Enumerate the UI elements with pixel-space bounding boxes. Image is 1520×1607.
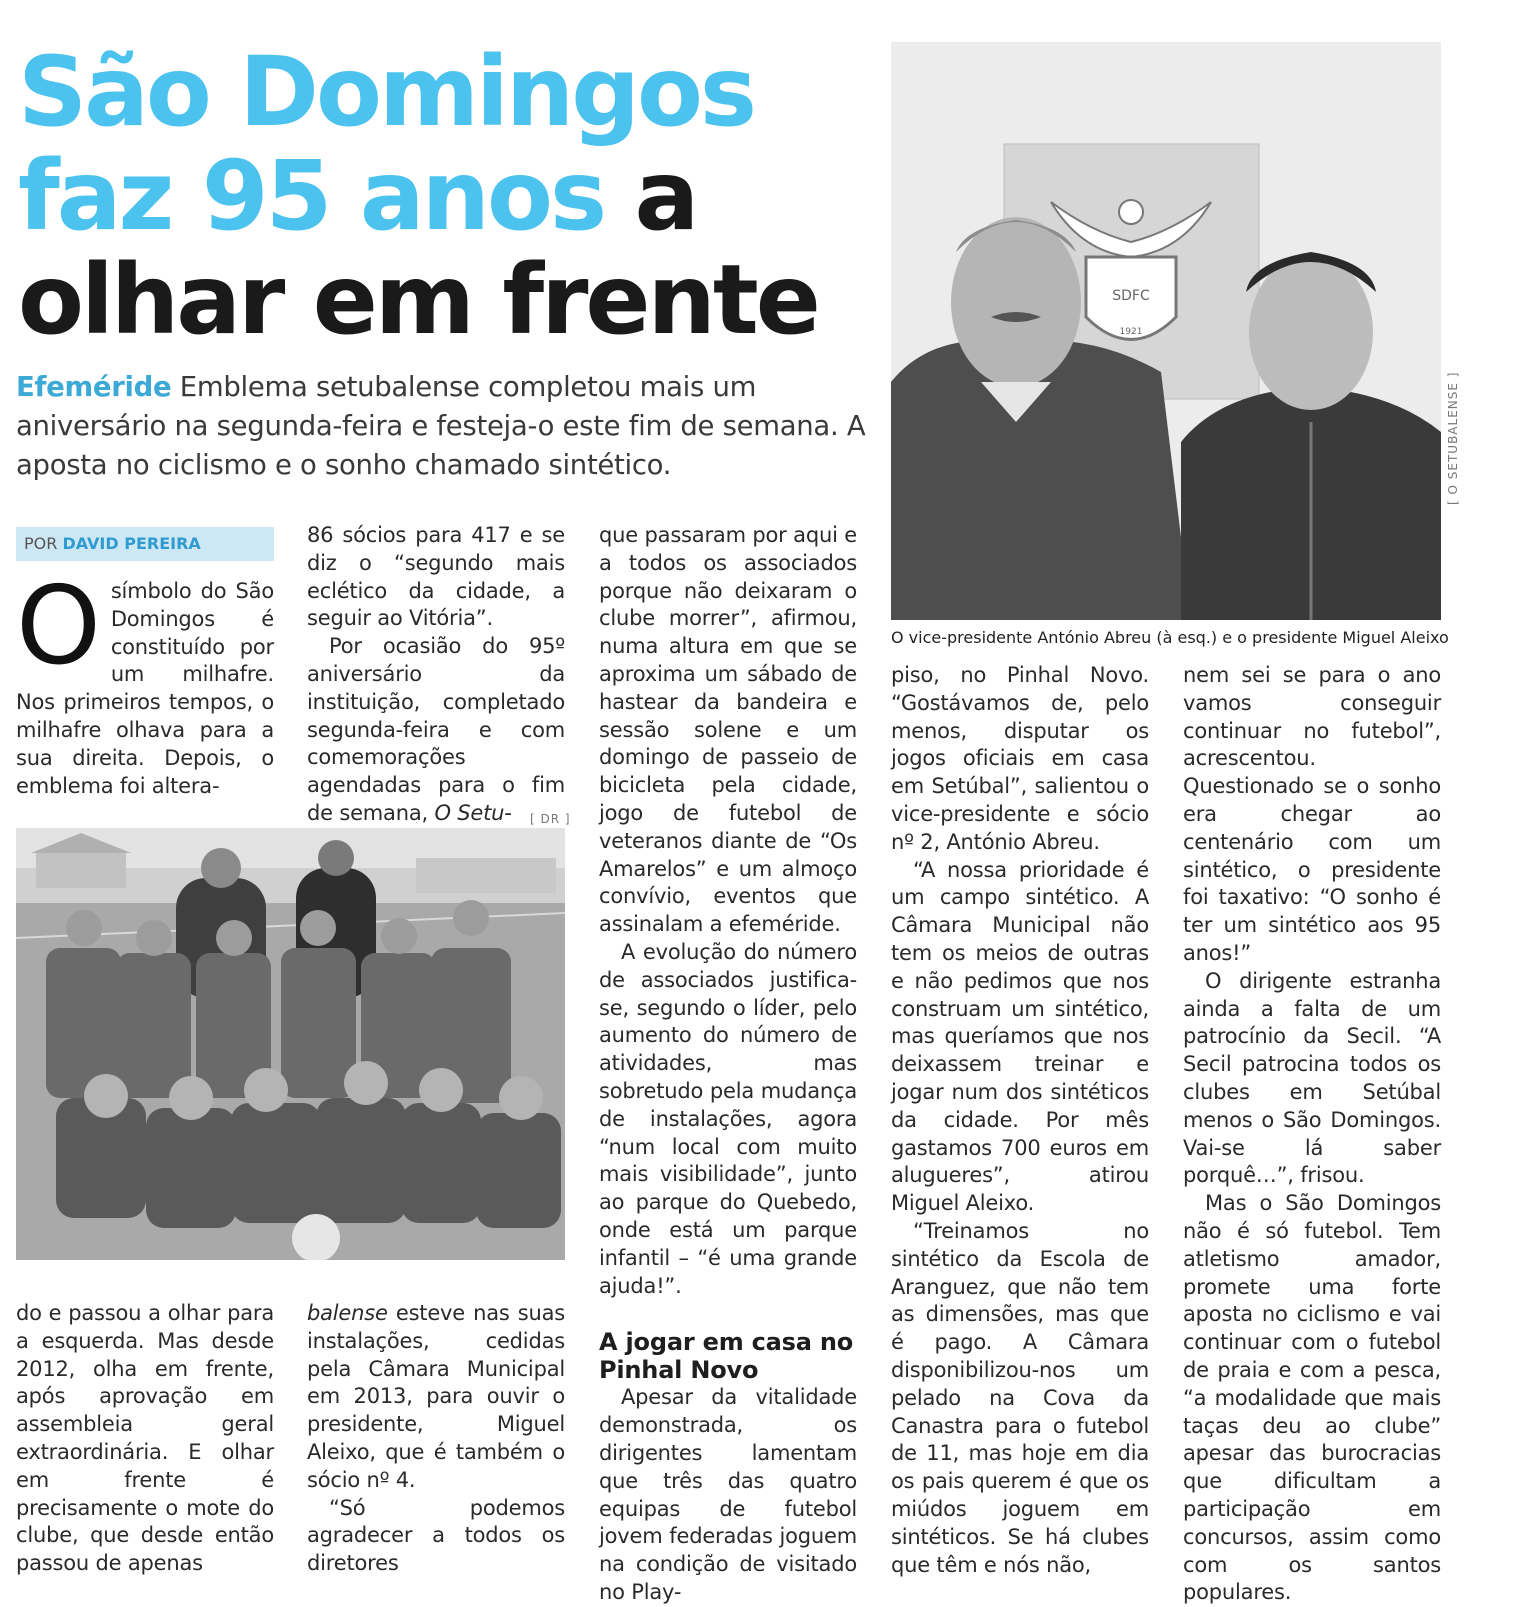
column-4 [891,662,1149,1579]
main-photo-credit: [ O SETUBALENSE ] [1446,371,1460,505]
main-photo [891,42,1441,620]
col2-bottom-italic: balense [307,1301,388,1325]
column-1-top [16,564,274,800]
col3-p1: que passaram por aqui e a todos os associados porque não deixaram o clube morrer”, afirmou, numa altura em que se aproxima um sábado de hastear da bandeira e sessão solene e um domingo de passeio de bicicleta pela cidade, jogo de futebol de veteranos diante de “Os Amarelos” e um almoço convívio, eventos que assinalam a efeméride. [599,523,857,937]
column-3 [599,522,857,1607]
team-photo [16,828,565,1260]
byline [16,527,274,561]
headline-black-line3: olhar em frente [18,244,818,356]
column-5 [1183,662,1441,1607]
col3-p3: Apesar da vitalidade demonstrada, os dirigentes lamentam que três das quatro equipas de futebol jovem federadas joguem na condição de visitado no Play- [599,1385,857,1604]
col2-top-p2: Por ocasião do 95º aniversário da instituição, completado segunda-feira e com comemorações agendadas para o fim de semana, [307,634,565,825]
col1-top-text: símbolo do São Domingos é constituído por um milhafre. Nos primeiros tempos, o milhafre olhava para a sua direita. Depois, o emblema foi altera- [16,579,274,798]
crest-text: SDFC [1112,288,1150,304]
main-photo-illustration [891,42,1441,620]
headline-black-tail: a [634,140,697,252]
col2-top-p1: 86 sócios para 417 e se diz o “segundo mais eclético da cidade, a seguir ao Vitória”. [307,523,565,631]
col5-p2: O dirigente estranha ainda a falta de um patrocínio da Secil. “A Secil patrocina todos os clubes em Setúbal menos o São Domingos. Vai-se lá saber porquê…”, frisou. [1183,968,1441,1188]
col4-p1: piso, no Pinhal Novo. “Gostávamos de, pelo menos, disputar os jogos oficiais em casa em Setúbal”, salientou o vice-presidente e sócio nº 2, António Abreu. [891,663,1149,854]
dropcap: O [16,564,101,689]
byline-prefix: POR [24,534,58,553]
byline-author: DAVID PEREIRA [62,534,201,553]
column-1-bottom [16,1300,274,1578]
lead-text: Emblema setubalense completou mais um aniversário na segunda-feira e festeja-o este fim de semana. A aposta no ciclismo e o sonho chamado sintético. [16,371,866,481]
col5-p1: nem sei se para o ano vamos conseguir continuar no futebol”, acrescentou. Questionado se o sonho era chegar ao centenário com um sintético, o presidente foi taxativo: “O sonho é ter um sintético aos 95 anos!” [1183,663,1441,965]
subhead: A jogar em casa no Pinhal Novo [599,1328,854,1385]
col1-bottom-text: do e passou a olhar para a esquerda. Mas desde 2012, olha em frente, após aprovação em assembleia geral extraordinária. E olhar em frente é precisamente o mote do clube, que desde então passou de apenas [16,1301,274,1576]
col3-p2: A evolução do número de associados justifica-se, segundo o líder, pelo aumento do número de atividades, mas sobretudo pela mudança de instalações, agora “num local com muito mais visibilidade”, junto ao parque do Quebedo, onde está um parque infantil – “é uma grande ajuda!”. [599,939,857,1298]
col4-p3: “Treinamos no sintético da Escola de Aranguez, que não tem as dimensões, mas que é pago. A Câmara disponibilizou-nos um pelado na Cova da Canastra para o futebol de 11, mas hoje em dia os pais querem é que os miúdos joguem em sintéticos. Se há clubes que têm e nós não, [891,1218,1149,1577]
col5-p3: Mas o São Domingos não é só futebol. Tem atletismo amador, promete uma forte aposta no ciclismo e vai continuar com o futebol de praia e com a pesca, “a modalidade que mais taças deu ao clube” apesar das burocracias que dificultam a participação em concursos, assim como com os santos populares. [1183,1191,1441,1605]
team-photo-credit: [ DR ] [530,812,571,826]
headline-blue-line1: São Domingos [18,36,755,148]
headline [18,36,898,356]
col2-bottom-p1: esteve nas suas instalações, cedidas pela Câmara Municipal em 2013, para ouvir o presidente, Miguel Aleixo, que é também o sócio nº 4. [307,1301,565,1492]
photo-caption: O vice-presidente António Abreu (à esq.) e o presidente Miguel Aleixo [891,628,1449,647]
column-2-top [307,522,565,828]
headline-blue-line2: faz 95 anos [18,140,605,252]
col2-bottom-p2: “Só podemos agradecer a todos os diretores [307,1495,565,1576]
column-2-bottom [307,1300,565,1578]
col4-p2: “A nossa prioridade é um campo sintético. A Câmara Municipal não tem os meios de outras e não pedimos que nos construam um sintético, mas queríamos que nos deixassem treinar e jogar num dos sintéticos da cidade. Por mês gastamos 700 euros em alugueres”, atirou Miguel Aleixo. [891,857,1149,1216]
col2-top-italic: O Setu- [434,800,512,825]
crest-year: 1921 [1119,327,1143,337]
team-photo-illustration [16,828,565,1260]
lead-kicker: Efeméride [16,371,172,403]
lead-paragraph [16,368,886,485]
